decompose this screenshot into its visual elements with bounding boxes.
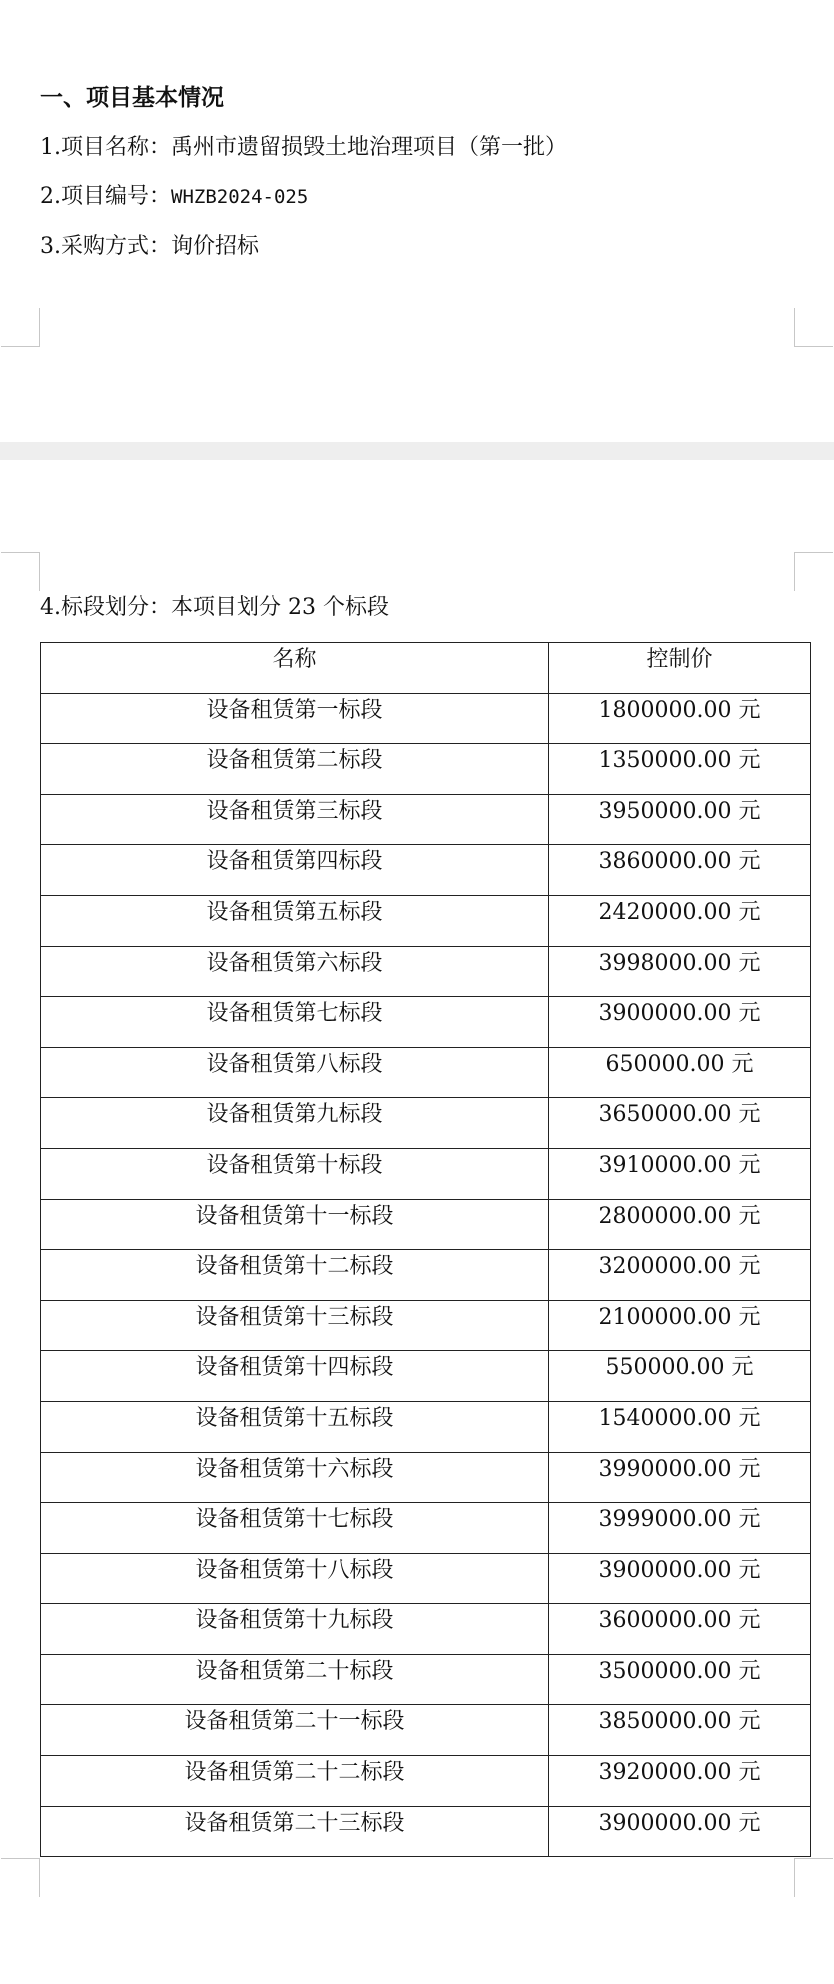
crop-mark-top-right [794, 552, 833, 591]
table-row [41, 1452, 811, 1503]
lot-name-cell: 设备租赁第十标段 [41, 1148, 549, 1199]
table-row [41, 895, 811, 946]
control-price-cell: 3998000.00 元 [549, 946, 811, 997]
procurement-method-line [40, 231, 259, 263]
project-name-label: 1.项目名称： [40, 135, 171, 160]
procurement-method-label: 3.采购方式： [40, 234, 171, 259]
crop-mark-bottom-right [794, 308, 833, 347]
table-row [41, 1199, 811, 1250]
project-code-label: 2.项目编号： [40, 184, 171, 209]
control-price-cell: 3900000.00 元 [549, 997, 811, 1048]
control-price-cell: 1540000.00 元 [549, 1401, 811, 1452]
lot-name-cell: 设备租赁第二十一标段 [41, 1705, 549, 1756]
control-price-cell: 3920000.00 元 [549, 1756, 811, 1807]
crop-mark-top-left [1, 552, 40, 591]
lot-name-cell: 设备租赁第十四标段 [41, 1351, 549, 1402]
lot-name-cell: 设备租赁第十一标段 [41, 1199, 549, 1250]
table-header-row [41, 643, 811, 694]
table-row [41, 1553, 811, 1604]
header-name: 名称 [41, 643, 549, 694]
table-row [41, 946, 811, 997]
document-page-1 [0, 0, 834, 442]
table-row [41, 1806, 811, 1857]
lot-name-cell: 设备租赁第十五标段 [41, 1401, 549, 1452]
table-row [41, 744, 811, 795]
control-price-cell: 1350000.00 元 [549, 744, 811, 795]
lot-name-cell: 设备租赁第八标段 [41, 1047, 549, 1098]
table-row [41, 794, 811, 845]
lot-name-cell: 设备租赁第一标段 [41, 693, 549, 744]
control-price-cell: 3900000.00 元 [549, 1806, 811, 1857]
lot-name-cell: 设备租赁第二十标段 [41, 1654, 549, 1705]
project-code-line [40, 181, 308, 213]
table-row [41, 997, 811, 1048]
lot-name-cell: 设备租赁第二十二标段 [41, 1756, 549, 1807]
crop-mark-bottom-left [1, 308, 40, 347]
crop-mark-bottom-right [794, 1858, 833, 1897]
lot-name-cell: 设备租赁第十二标段 [41, 1250, 549, 1301]
section-heading: 一、项目基本情况 [40, 85, 224, 111]
control-price-cell: 550000.00 元 [549, 1351, 811, 1402]
header-control-price: 控制价 [549, 643, 811, 694]
lot-name-cell: 设备租赁第二十三标段 [41, 1806, 549, 1857]
control-price-cell: 3860000.00 元 [549, 845, 811, 896]
table-row [41, 1300, 811, 1351]
control-price-cell: 3650000.00 元 [549, 1098, 811, 1149]
control-price-cell: 3850000.00 元 [549, 1705, 811, 1756]
table-row [41, 1654, 811, 1705]
table-row [41, 1047, 811, 1098]
table-row [41, 845, 811, 896]
crop-mark-bottom-left [1, 1858, 40, 1897]
project-name-value: 禹州市遗留损毁土地治理项目（第一批） [171, 135, 568, 160]
table-row [41, 1351, 811, 1402]
control-price-cell: 1800000.00 元 [549, 693, 811, 744]
table-row [41, 1148, 811, 1199]
table-row [41, 1098, 811, 1149]
lot-name-cell: 设备租赁第四标段 [41, 845, 549, 896]
table-row [41, 1604, 811, 1655]
control-price-cell: 3910000.00 元 [549, 1148, 811, 1199]
control-price-cell: 3950000.00 元 [549, 794, 811, 845]
control-price-cell: 3990000.00 元 [549, 1452, 811, 1503]
control-price-cell: 3900000.00 元 [549, 1553, 811, 1604]
lot-name-cell: 设备租赁第十七标段 [41, 1503, 549, 1554]
table-body [41, 693, 811, 1857]
control-price-cell: 2100000.00 元 [549, 1300, 811, 1351]
table-row [41, 1503, 811, 1554]
lot-name-cell: 设备租赁第六标段 [41, 946, 549, 997]
control-price-cell: 2800000.00 元 [549, 1199, 811, 1250]
lot-division-line: 4.标段划分：本项目划分 23 个标段 [40, 595, 389, 620]
table-row [41, 1705, 811, 1756]
table-row [41, 1401, 811, 1452]
lot-name-cell: 设备租赁第十三标段 [41, 1300, 549, 1351]
control-price-cell: 2420000.00 元 [549, 895, 811, 946]
control-price-cell: 3500000.00 元 [549, 1654, 811, 1705]
lot-name-cell: 设备租赁第二标段 [41, 744, 549, 795]
lot-name-cell: 设备租赁第十六标段 [41, 1452, 549, 1503]
lot-price-table [40, 642, 811, 1857]
table-row [41, 693, 811, 744]
project-code-value: WHZB2024-025 [171, 186, 309, 208]
control-price-cell: 650000.00 元 [549, 1047, 811, 1098]
project-name-line [40, 132, 567, 164]
lot-name-cell: 设备租赁第五标段 [41, 895, 549, 946]
table-row [41, 1250, 811, 1301]
lot-name-cell: 设备租赁第十九标段 [41, 1604, 549, 1655]
procurement-method-value: 询价招标 [171, 234, 260, 259]
lot-name-cell: 设备租赁第十八标段 [41, 1553, 549, 1604]
lot-name-cell: 设备租赁第九标段 [41, 1098, 549, 1149]
table-row [41, 1756, 811, 1807]
control-price-cell: 3999000.00 元 [549, 1503, 811, 1554]
control-price-cell: 3600000.00 元 [549, 1604, 811, 1655]
lot-name-cell: 设备租赁第七标段 [41, 997, 549, 1048]
control-price-cell: 3200000.00 元 [549, 1250, 811, 1301]
page-separator [0, 442, 834, 460]
lot-name-cell: 设备租赁第三标段 [41, 794, 549, 845]
